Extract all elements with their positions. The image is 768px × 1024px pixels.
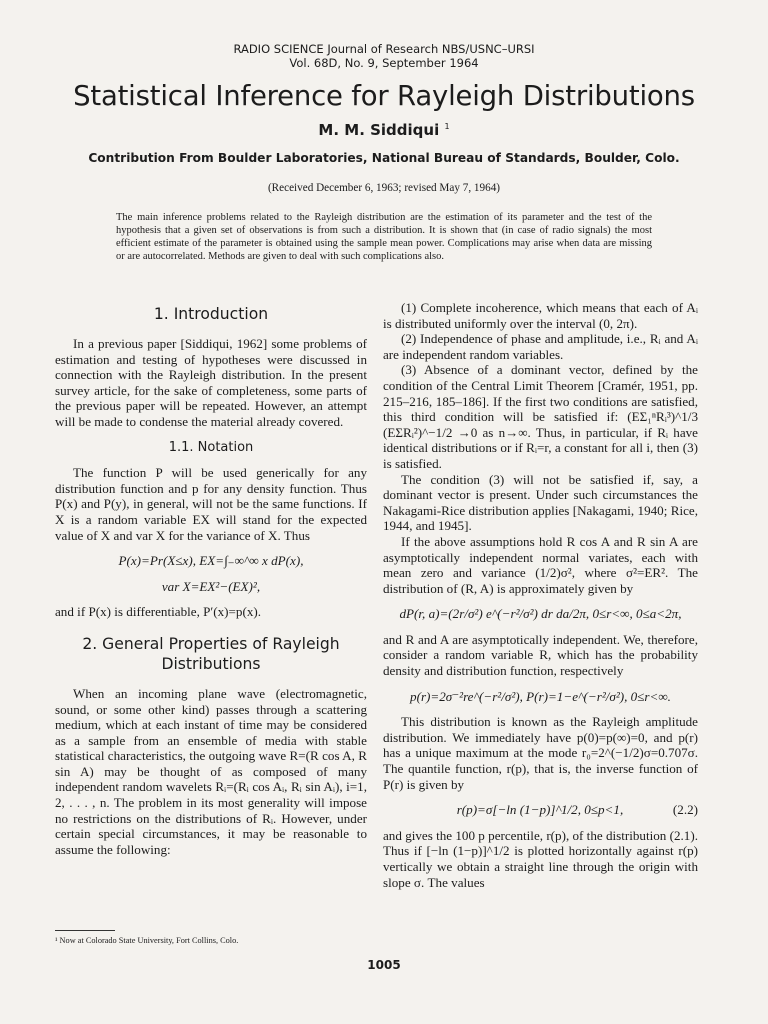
author-footnote-mark: 1 — [444, 122, 450, 131]
condition-item: (1) Complete incoherence, which means that each of Aᵢ is distributed uniformly over the interval (0, 2π). — [383, 300, 698, 331]
subsection-heading-notation: 1.1. Notation — [168, 439, 254, 455]
section-heading-introduction: 1. Introduction — [153, 305, 269, 323]
equation-numbered — [383, 802, 698, 818]
paragraph: and gives the 100 p percentile, r(p), of the distribution (2.1). Thus if [−ln (1−p)]^1/2 is plotted horizontally against r(p) vertically we obtain a straight line through the origin with slope σ. The values — [383, 827, 698, 890]
equation: var X=EX²−(EX)², — [161, 578, 261, 594]
paragraph: If the above assumptions hold R cos A and R sin A are asymptotically independent normal variates, each with mean zero and variance (1/2)σ², where σ²=ER². The distribution of (R, A) is approximately given by — [383, 533, 698, 596]
paragraph: and if P(x) is differentiable, P′(x)=p(x). — [55, 604, 261, 620]
paragraph: In a previous paper [Siddiqui, 1962] some problems of estimation and testing of hypotheses were discussed in connection with the Rayleigh distribution. In the present survey article, for the sake of completeness, some parts of the previous paper will be repeated. However, an attempt will be made to condense the material already covered. — [55, 336, 367, 429]
footnote-rule — [55, 930, 115, 931]
paragraph: and R and A are asymptotically independent. We, therefore, consider a random variable R, which has the probability density and distribution function, respectively — [383, 631, 698, 679]
equation: r(p)=σ[−ln (1−p)]^1/2, 0≤p<1, — [456, 802, 624, 818]
condition-item: (3) Absence of a dominant vector, defined by the condition of the Central Limit Theorem [Cramér, 1951, pp. 215–216, 185–186]. If the first two conditions are satisfied, this third condition will be satisfied if: (EΣ₁ⁿRᵢ³)^1/3 (EΣRᵢ²)^−1/2 →0 as n→∞. Thus, in particular, if Rᵢ have identical distributions or if Rᵢ=r, a constant for all i, then (3) is satisfied. — [383, 362, 698, 471]
received-dates: (Received December 6, 1963; revised May 7, 1964) — [267, 182, 501, 194]
paragraph: The function P will be used generically for any distribution function and p for any density function. Thus P(x) and P(y), in general, will not be the same functions. If X is a random variable EX will stand for the expected value of X and var X for the variance of X. Thus — [55, 465, 367, 543]
condition-item: (2) Independence of phase and amplitude, i.e., Rᵢ and Aᵢ are independent random variables. — [383, 331, 698, 362]
page-number: 1005 — [367, 958, 401, 972]
author-name: M. M. Siddiqui — [318, 121, 440, 139]
right-column — [383, 300, 698, 890]
abstract: The main inference problems related to the Rayleigh distribution are the estimation of its parameter and the test of the hypothesis that a given set of observations is from such a distribution. It is shown that (in case of radio signals) the most efficient estimate of the parameter is obtained using the sample mean power. Complications may arise when data are missing or are autocorrelated. Methods are given to deal with such complications also. — [116, 212, 652, 262]
paper-title: Statistical Inference for Rayleigh Distributions — [73, 80, 695, 112]
journal-header — [0, 42, 768, 70]
paragraph: The condition (3) will not be satisfied if, say, a dominant vector is present. Under such circumstances the Nakagami-Rice distribution applies [Nakagami, 1940; Rice, 1944, and 1945]. — [383, 471, 698, 534]
equation: P(x)=Pr(X≤x), EX=∫₋∞^∞ x dP(x), — [118, 553, 304, 569]
equation: p(r)=2σ⁻²re^(−r²/σ²), P(r)=1−e^(−r²/σ²), 0≤r<∞. — [410, 688, 671, 704]
affiliation: Contribution From Boulder Laboratories, National Bureau of Standards, Boulder, Colo. — [88, 151, 680, 165]
paragraph: When an incoming plane wave (electromagnetic, sound, or some other kind) passes through a scattering medium, which at each instant of time may be considered as a sample from an ensemble of media with stable statistical characteristics, the outgoing wave R=(R cos A, R sin A) may be thought of as composed of many independent random wavelets Rᵢ=(Rᵢ cos Aᵢ, Rᵢ sin Aᵢ), i=1, 2, . . . , n. The problem in its most generality will impose no restrictions on the distributions of Rᵢ. However, under certain special circumstances, it may be reasonable to assume the following: — [55, 685, 367, 857]
equation: dP(r, a)=(2r/σ²) e^(−r²/σ²) dr da/2π, 0≤r<∞, 0≤a<2π, — [399, 606, 682, 622]
journal-name: RADIO SCIENCE Journal of Research NBS/USNC–URSI — [233, 42, 535, 56]
author — [0, 121, 768, 139]
section-heading-general-properties: 2. General Properties of Rayleigh Distributions — [82, 634, 340, 673]
paragraph: This distribution is known as the Rayleigh amplitude distribution. We immediately have p(0)=p(∞)=0, and p(r) has a unique maximum at the mode r₀=2^(−1/2)σ=0.707σ. The quantile function, r(p), that is, the inverse function of P(r) is given by — [383, 714, 698, 792]
equation-number: (2.2) — [672, 802, 698, 818]
left-column — [55, 300, 367, 857]
journal-volume: Vol. 68D, No. 9, September 1964 — [289, 56, 479, 70]
footnote: ¹ Now at Colorado State University, Fort Collins, Colo. — [55, 936, 239, 945]
